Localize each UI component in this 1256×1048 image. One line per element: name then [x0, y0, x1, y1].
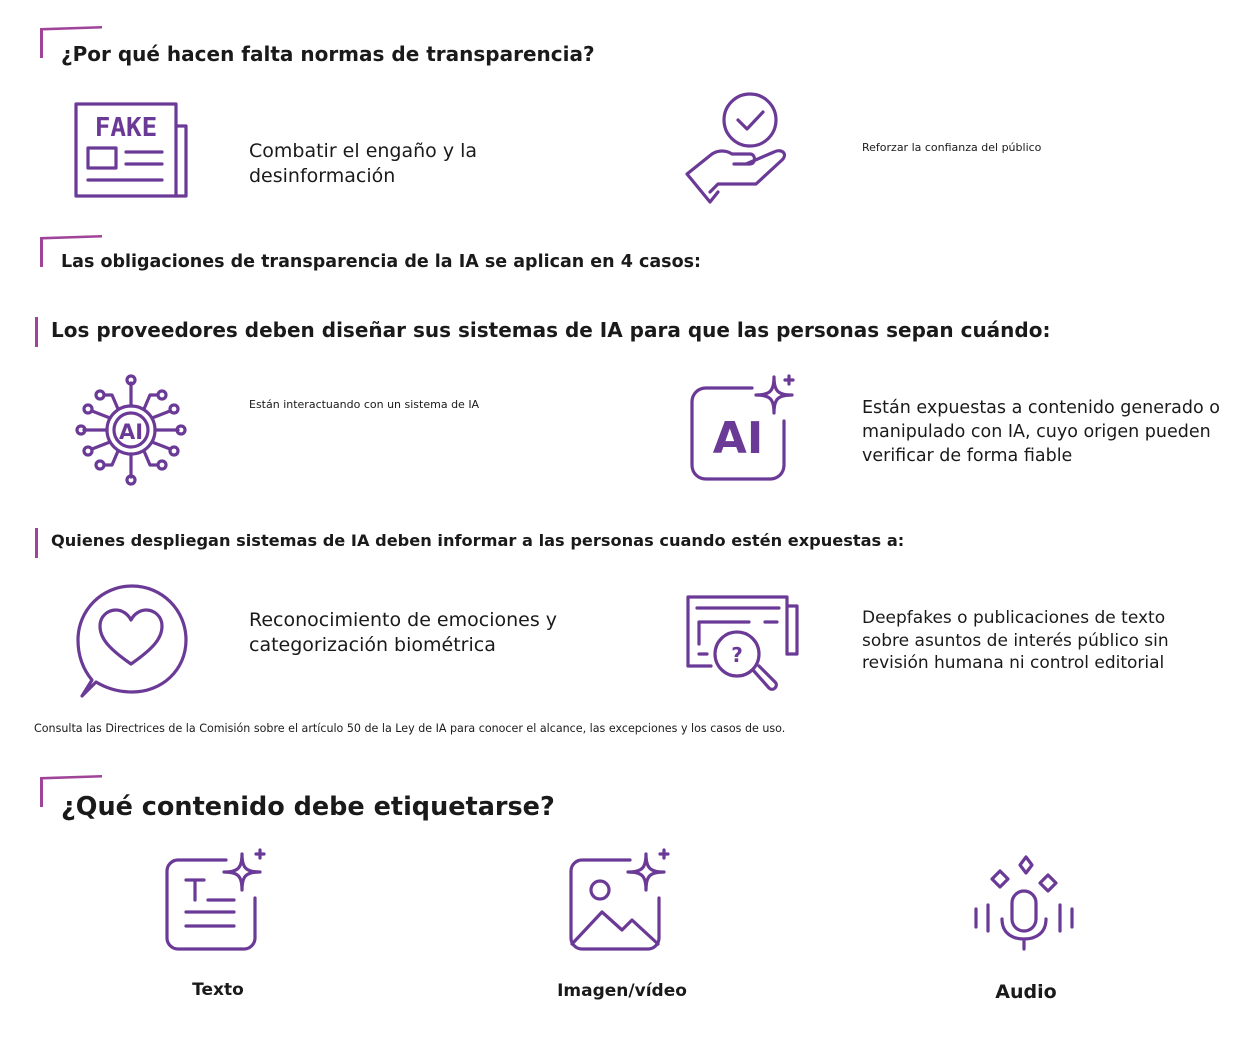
svg-text:AI: AI — [712, 413, 764, 464]
hand-check-icon — [684, 92, 800, 208]
text-sparkle-icon — [164, 848, 270, 952]
audio-sparkle-icon — [972, 853, 1076, 953]
ai-circuit-icon — [74, 373, 188, 487]
subsection-bar — [35, 528, 38, 558]
section-heading-labeling: ¿Qué contenido debe etiquetarse? — [61, 792, 555, 822]
ai-label: AI — [118, 420, 144, 444]
label-audio: Audio — [995, 981, 1057, 1003]
deployers-text-2: Deepfakes o publicaciones de texto sobre asuntos de interés público sin revisión humana ni control editorial — [862, 608, 1169, 673]
svg-text:?: ? — [731, 643, 743, 667]
label-text: Texto — [192, 980, 244, 1000]
document-search-icon — [685, 594, 803, 698]
providers-heading: Los proveedores deben diseñar sus sistemas de IA para que las personas sepan cuándo: — [51, 318, 1051, 342]
label-image-video: Imagen/vídeo — [557, 981, 687, 1001]
fake-label: FAKE — [94, 113, 158, 143]
heart-bubble-icon — [74, 582, 190, 700]
deployers-heading: Quienes despliegan sistemas de IA deben informar a las personas cuando estén expuestas a: — [51, 531, 905, 550]
providers-text-1: Están interactuando con un sistema de IA — [249, 398, 480, 411]
deployers-text-1: Reconocimiento de emociones y categorización biométrica — [249, 609, 558, 656]
why-text-1: Combatir el engaño y la desinformación — [249, 140, 478, 187]
image-sparkle-icon — [568, 848, 674, 952]
subsection-bar — [35, 317, 38, 347]
providers-text-2: Están expuestas a contenido generado o manipulado con IA, cuyo origen pueden verificar de forma fiable — [862, 398, 1220, 466]
guidelines-note: Consulta las Directrices de la Comisión sobre el artículo 50 de la Ley de IA para conocer el alcance, las excepciones y los casos de uso. — [34, 722, 786, 735]
fake-news-icon — [74, 102, 190, 198]
ai-sparkle-icon — [688, 373, 800, 485]
why-text-2: Reforzar la confianza del público — [862, 141, 1042, 154]
section-heading-why: ¿Por qué hacen falta normas de transparencia? — [61, 42, 595, 66]
section-heading-cases: Las obligaciones de transparencia de la IA se aplican en 4 casos: — [61, 252, 702, 272]
